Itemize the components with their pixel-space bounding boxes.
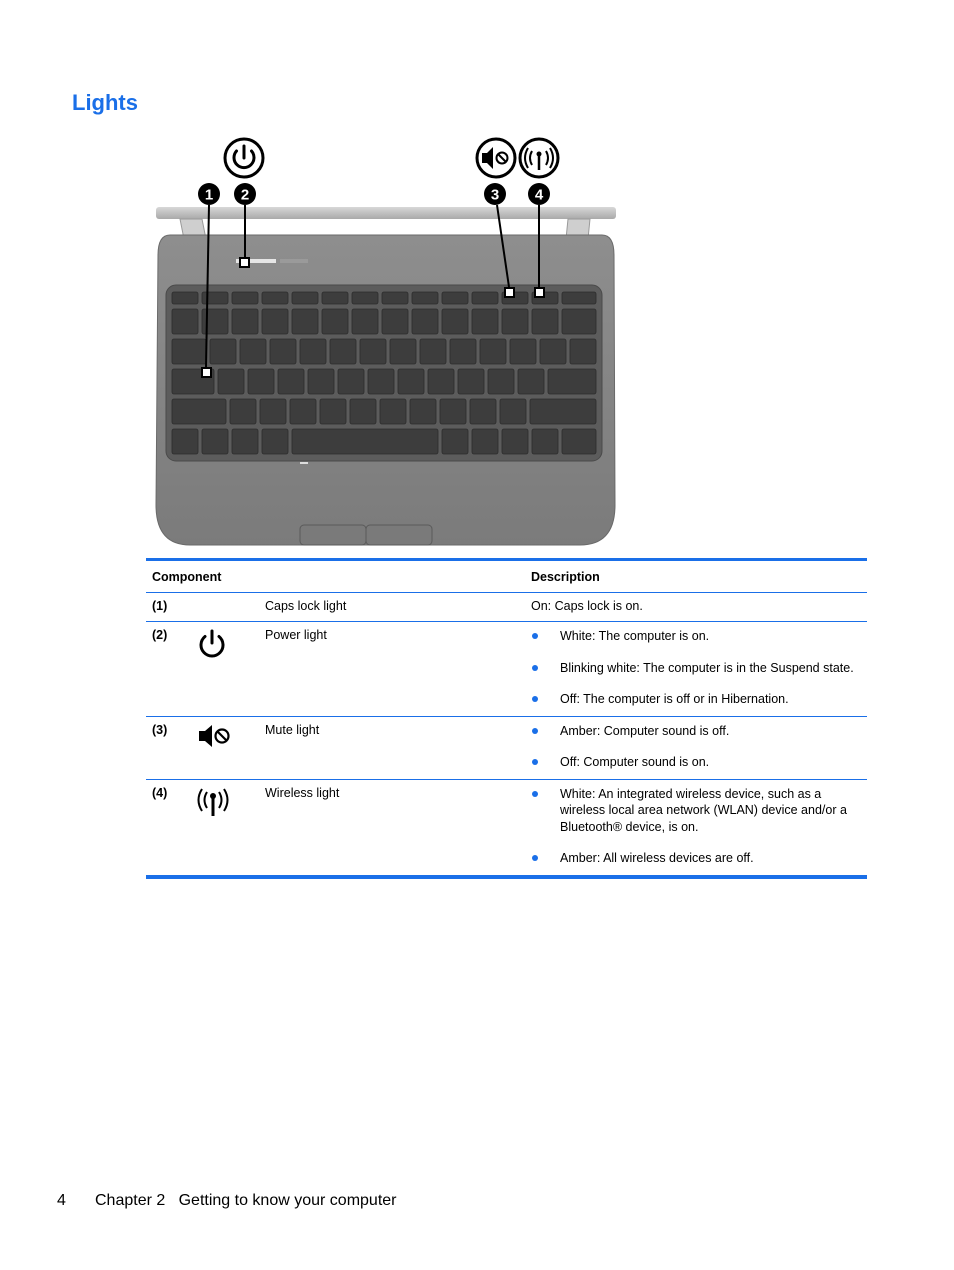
laptop-keyboard-figure (150, 135, 630, 550)
touchpad-left-button (300, 525, 366, 545)
description-bullet: Amber: All wireless devices are off. (531, 850, 861, 867)
lid-edge (156, 207, 616, 219)
callout-4 (528, 183, 550, 205)
component-name: Power light (259, 622, 525, 717)
figure-mute-icon (477, 139, 515, 177)
chapter-label: Chapter 2 (95, 1192, 166, 1209)
row-number: (4) (152, 785, 168, 800)
chapter-title: Getting to know your computer (178, 1192, 397, 1209)
component-name: Mute light (259, 716, 525, 779)
row-icon-cell (190, 622, 259, 717)
figure-wireless-icon (520, 139, 558, 177)
lights-table (146, 558, 867, 879)
table-header-row (146, 560, 867, 593)
table-row (146, 593, 867, 622)
row-icon-cell (190, 716, 259, 779)
row-number: (2) (146, 622, 190, 717)
caps-lock-light-marker (202, 368, 211, 377)
table-row (146, 622, 867, 717)
power-light-marker (240, 258, 249, 267)
page-number: 4 (57, 1192, 66, 1209)
component-description (525, 716, 867, 779)
page-title: Lights (72, 90, 138, 115)
component-name: Caps lock light (259, 593, 525, 622)
table-row (146, 716, 867, 779)
callout-1 (198, 183, 220, 205)
column-header-description: Description (525, 560, 867, 593)
wireless-light-marker (535, 288, 544, 297)
power-icon (196, 628, 228, 660)
mute-icon (196, 723, 232, 749)
callout-2 (234, 183, 256, 205)
mute-light-marker (505, 288, 514, 297)
keyboard-keys (172, 292, 596, 454)
component-description (525, 622, 867, 717)
row-icon-cell (190, 779, 259, 877)
row-icon-cell (190, 593, 259, 622)
callout-3-label: 3 (490, 186, 500, 204)
wireless-icon (196, 786, 230, 818)
description-bullet: Blinking white: The computer is in the Suspend state. (531, 660, 861, 677)
description-bullet: White: The computer is on. (531, 628, 861, 645)
description-bullet: White: An integrated wireless device, such as a wireless local area network (WLAN) device and/or a Bluetooth® device, is on. (531, 786, 861, 836)
callout-4-label: 4 (534, 186, 544, 204)
component-name: Wireless light (265, 785, 340, 800)
callout-2-label: 2 (240, 186, 250, 204)
page-footer (57, 1192, 397, 1210)
description-bullet: Off: Computer sound is on. (531, 754, 861, 771)
column-header-component: Component (146, 560, 525, 593)
component-description (525, 779, 867, 877)
callout-3 (484, 183, 506, 205)
touchpad-right-button (366, 525, 432, 545)
description-bullet: Off: The computer is off or in Hibernation. (531, 691, 861, 708)
callout-1-label: 1 (204, 186, 214, 204)
row-number: (1) (146, 593, 190, 622)
row-number: (3) (146, 716, 190, 779)
description-bullet: Amber: Computer sound is off. (531, 723, 861, 740)
table-row (146, 779, 867, 877)
component-description: On: Caps lock is on. (525, 593, 867, 622)
figure-power-icon (225, 139, 263, 177)
